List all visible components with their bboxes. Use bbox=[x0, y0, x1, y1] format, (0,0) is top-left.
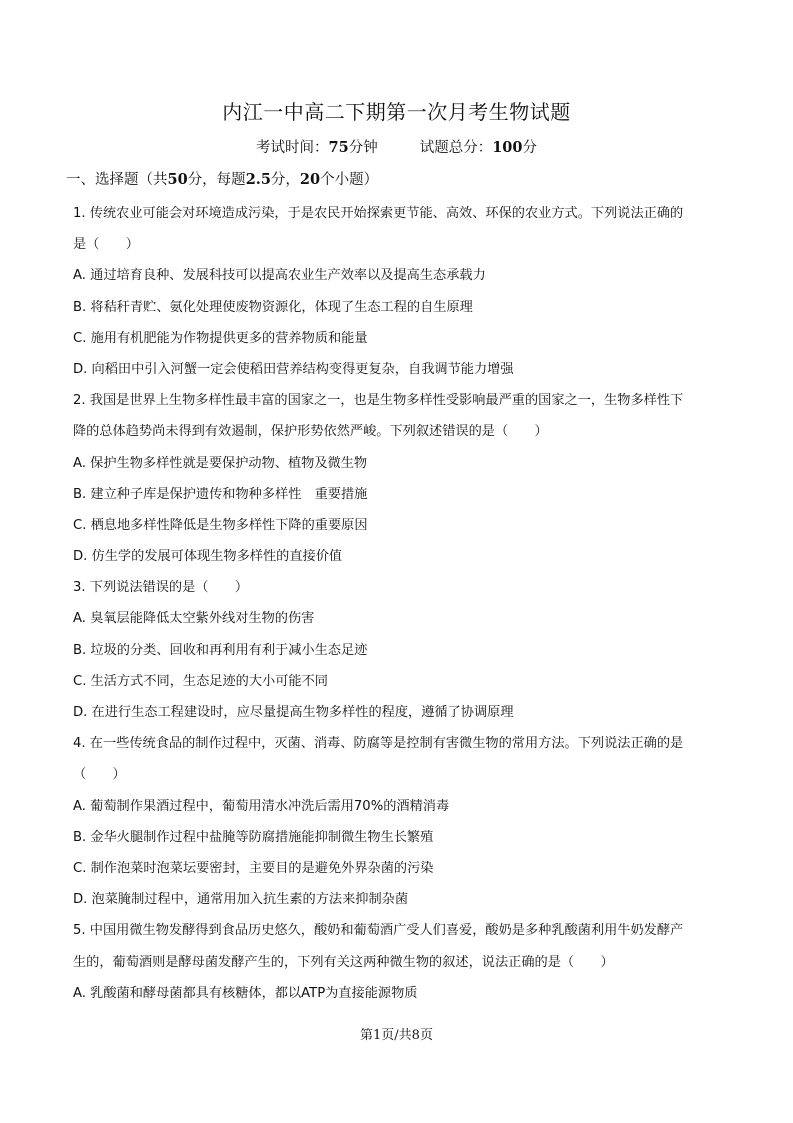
question-line: A. 葡萄制作果酒过程中，葡萄用清水冲洗后需用70%的酒精消毒 bbox=[73, 798, 450, 814]
question-line: 2. 我国是世界上生物多样性最丰富的国家之一，也是生物多样性受影响最严重的国家之一，生物多样性下 bbox=[73, 393, 684, 409]
question-line: B. 金华火腿制作过程中盐腌等防腐措施能抑制微生物生长繁殖 bbox=[73, 829, 434, 845]
section-heading-mid1: 分，每题 bbox=[187, 172, 246, 188]
question-line: C. 制作泡菜时泡菜坛要密封，主要目的是避免外界杂菌的污染 bbox=[73, 860, 434, 876]
page-number: 第1页/共8页 bbox=[360, 1028, 433, 1043]
section-total-score: 50 bbox=[167, 171, 188, 188]
section-each-score: 2.5 bbox=[245, 171, 271, 188]
question-line: D. 仿生学的发展可体现生物多样性的直接价值 bbox=[73, 549, 343, 565]
question-line: B. 建立种子库是保护遗传和物种多样性 重要措施 bbox=[73, 486, 368, 502]
question-line: 1. 传统农业可能会对环境造成污染，于是农民开始探索更节能、高效、环保的农业方式。下列说法正确的 bbox=[73, 206, 684, 221]
section-question-count: 20 bbox=[299, 171, 321, 188]
section-heading-prefix: 一、选择题（共 bbox=[66, 172, 168, 188]
question-list bbox=[73, 198, 723, 1009]
question-line: D. 在进行生态工程建设时，应尽量提高生物多样性的程度，遵循了协调原理 bbox=[73, 705, 514, 720]
section-heading-suffix: 个小题） bbox=[320, 172, 379, 188]
exam-time-label: 考试时间： bbox=[256, 140, 329, 156]
question-line: 3. 下列说法错误的是（ ） bbox=[73, 580, 249, 596]
total-score-unit: 分 bbox=[522, 140, 537, 156]
question-line: C. 施用有机肥能为作物提供更多的营养物质和能量 bbox=[73, 330, 368, 346]
question-line: B. 垃圾的分类、回收和再利用有利于减小生态足迹 bbox=[73, 642, 368, 658]
section-heading bbox=[66, 168, 378, 189]
question-line: D. 泡菜腌制过程中，通常用加入抗生素的方法来抑制杂菌 bbox=[73, 892, 409, 908]
question-line: （ ） bbox=[73, 767, 126, 783]
total-score-value: 100 bbox=[492, 139, 523, 156]
question-line: C. 生活方式不同，生态足迹的大小可能不同 bbox=[73, 673, 328, 689]
question-line: C. 栖息地多样性降低是生物多样性下降的重要原因 bbox=[73, 517, 368, 533]
question-line: A. 乳酸菌和酵母菌都具有核糖体，都以ATP为直接能源物质 bbox=[73, 985, 418, 1001]
question-line: A. 臭氧层能降低太空紫外线对生物的伤害 bbox=[73, 611, 315, 627]
question-line: 降的总体趋势尚未得到有效遏制，保护形势依然严峻。下列叙述错误的是（ ） bbox=[73, 424, 548, 440]
question-line: D. 向稻田中引入河蟹一定会使稻田营养结构变得更复杂，自我调节能力增强 bbox=[73, 361, 514, 377]
section-heading-mid2: 分， bbox=[270, 172, 300, 188]
total-score-label: 试题总分： bbox=[419, 140, 493, 156]
exam-title: 内江一中高二下期第一次月考生物试题 bbox=[222, 100, 571, 124]
question-line: B. 将秸秆青贮、氨化处理使废物资源化，体现了生态工程的自生原理 bbox=[73, 299, 473, 315]
question-line: 是（ ） bbox=[73, 237, 139, 253]
exam-time-unit: 分钟 bbox=[348, 140, 378, 156]
exam-time-value: 75 bbox=[328, 139, 349, 156]
question-line: 5. 中国用微生物发酵得到食品历史悠久，酸奶和葡萄酒广受人们喜爱，酸奶是多种乳酸菌利用牛奶发酵产 bbox=[73, 923, 684, 939]
question-line: A. 保护生物多样性就是要保护动物、植物及微生物 bbox=[73, 455, 368, 471]
question-line: A. 通过培育良种、发展科技可以提高农业生产效率以及提高生态承载力 bbox=[73, 268, 486, 284]
question-line: 4. 在一些传统食品的制作过程中，灭菌、消毒、防腐等是控制有害微生物的常用方法。下列说法正确的是 bbox=[73, 736, 684, 752]
exam-meta bbox=[0, 136, 793, 157]
question-line: 生的，葡萄酒则是酵母菌发酵产生的，下列有关这两种微生物的叙述，说法正确的是（ ） bbox=[73, 954, 614, 970]
